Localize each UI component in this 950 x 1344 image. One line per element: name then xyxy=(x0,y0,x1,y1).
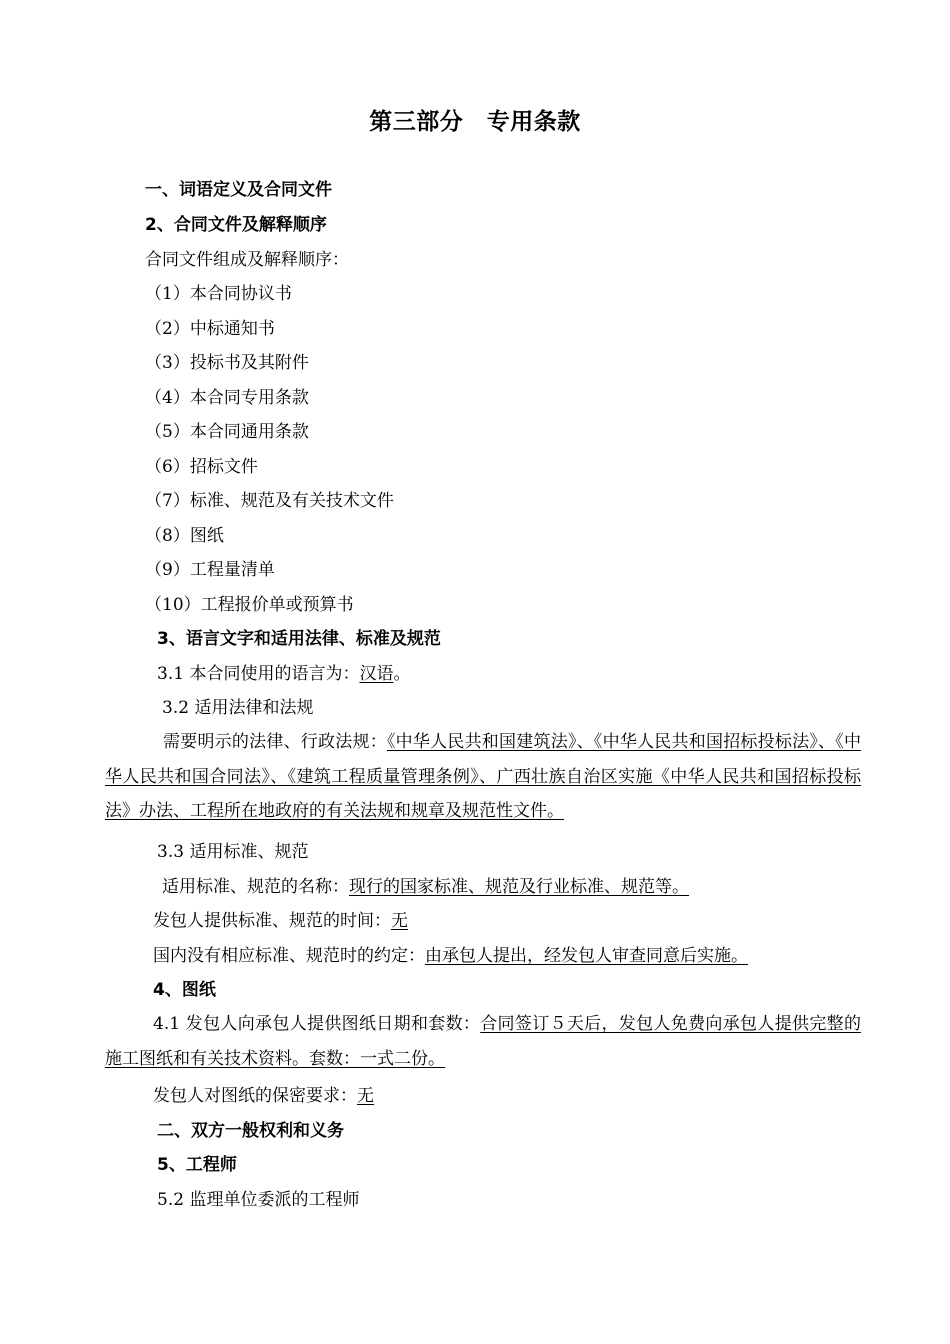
list-item: （4）本合同专用条款 xyxy=(145,388,309,408)
section-heading-drawings: 4、图纸 xyxy=(153,980,216,1000)
section-heading-definitions: 一、词语定义及合同文件 xyxy=(145,180,332,200)
clause-3-2-para-label: 需要明示的法律、行政法规： xyxy=(163,732,387,752)
part-heading-rights-obligations: 二、双方一般权利和义务 xyxy=(157,1121,344,1141)
clause-3-3-time-value: 无 xyxy=(391,911,408,931)
list-item: （10）工程报价单或预算书 xyxy=(145,595,354,615)
clause-4-1-paragraph xyxy=(105,1007,861,1076)
clause-4-1-value: 合同签订５天后，发包人免费向承包人提供完整的施工图纸和有关技术资料。套数：一式二份。 xyxy=(105,1014,861,1069)
clause-3-3-name-label: 适用标准、规范的名称： xyxy=(162,877,349,897)
list-item: （1）本合同协议书 xyxy=(145,284,292,304)
clause-5-2-heading: 5.2 监理单位委派的工程师 xyxy=(157,1190,360,1210)
drawings-secret-value: 无 xyxy=(357,1086,374,1106)
clause-3-2-para-value: 《中华人民共和国建筑法》、《中华人民共和国招标投标法》、《中华人民共和国合同法》、《建筑工程质量管理条例》、广西壮族自治区实施《中华人民共和国招标投标法》办法、工程所在地政府的有关法规和规章及规范性文件。 xyxy=(105,732,862,821)
clause-3-2-heading: 3.2 适用法律和法规 xyxy=(162,698,314,718)
list-item: （5）本合同通用条款 xyxy=(145,422,309,442)
drawings-secret-label: 发包人对图纸的保密要求： xyxy=(153,1086,357,1106)
clause-3-3-time-label: 发包人提供标准、规范的时间： xyxy=(153,911,391,931)
section-heading-language-law: 3、语言文字和适用法律、标准及规范 xyxy=(157,629,441,649)
clause-3-3-name xyxy=(162,876,689,898)
clause-3-3-time xyxy=(153,910,408,932)
clause-3-1-value: 汉语 xyxy=(359,664,394,684)
clause-3-3-none-value: 由承包人提出，经发包人审查同意后实施。 xyxy=(425,946,748,966)
contract-documents-intro: 合同文件组成及解释顺序： xyxy=(145,250,349,270)
clause-3-1-label: 3.1 本合同使用的语言为： xyxy=(157,664,360,684)
page-title: 第三部分 专用条款 xyxy=(369,109,581,135)
list-item: （6）招标文件 xyxy=(145,457,258,477)
clause-3-1 xyxy=(157,663,410,685)
clause-3-3-none-label: 国内没有相应标准、规范时的约定： xyxy=(153,946,425,966)
clause-3-3-name-value: 现行的国家标准、规范及行业标准、规范等。 xyxy=(349,877,689,897)
list-item: （8）图纸 xyxy=(145,526,224,546)
list-item: （3）投标书及其附件 xyxy=(145,353,309,373)
clause-3-2-paragraph xyxy=(105,725,861,829)
list-item: （7）标准、规范及有关技术文件 xyxy=(145,491,394,511)
list-item: （9）工程量清单 xyxy=(145,560,275,580)
drawings-confidentiality xyxy=(153,1085,374,1107)
clause-3-1-end: 。 xyxy=(393,664,411,684)
section-heading-contract-documents: 2、合同文件及解释顺序 xyxy=(145,215,327,235)
clause-3-3-heading: 3.3 适用标准、规范 xyxy=(157,842,309,862)
section-heading-engineer: 5、工程师 xyxy=(157,1155,237,1175)
clause-4-1-label: 4.1 发包人向承包人提供图纸日期和套数： xyxy=(153,1014,481,1034)
clause-3-3-no-standard xyxy=(153,945,748,967)
list-item: （2）中标通知书 xyxy=(145,319,275,339)
